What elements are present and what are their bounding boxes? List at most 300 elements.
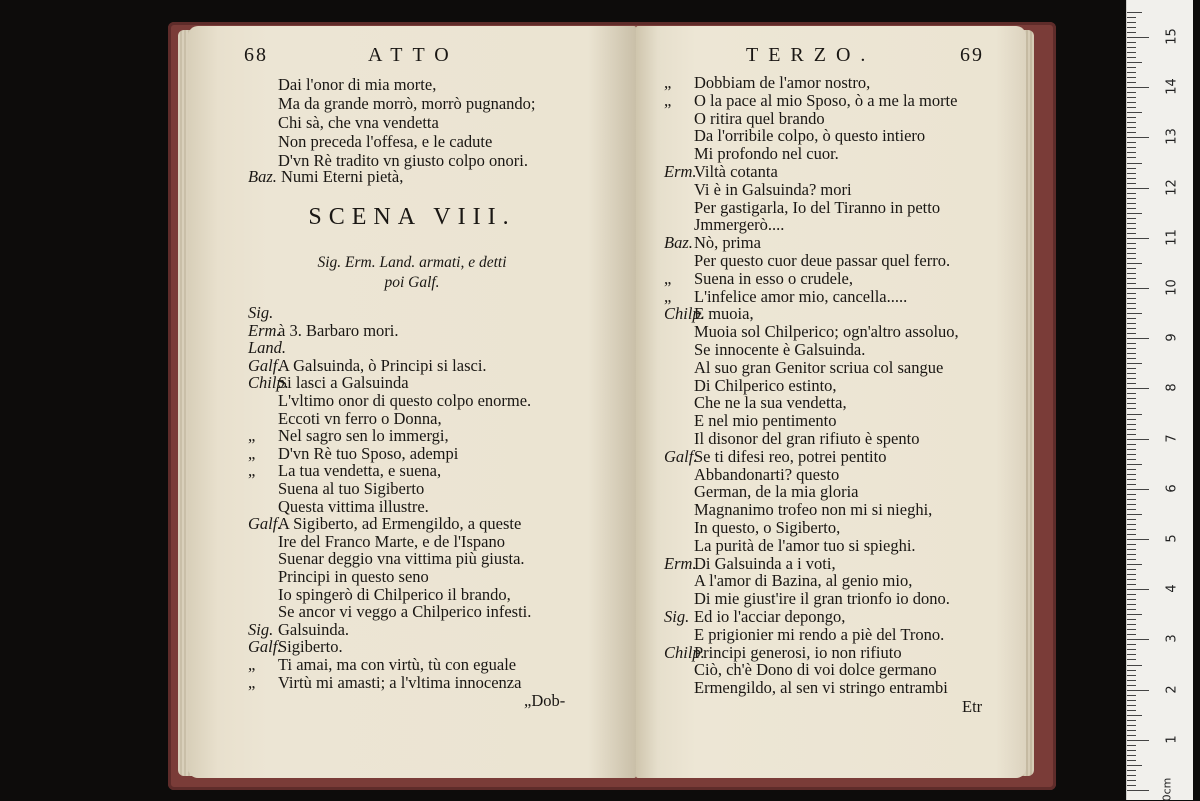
- verse-text: A Galsuinda, ò Principi si lasci.: [278, 355, 487, 375]
- ruler-tick: [1127, 258, 1136, 259]
- verse-line: [664, 359, 943, 377]
- ruler-tick: [1127, 32, 1136, 33]
- ruler-tick: [1127, 494, 1136, 495]
- verse-line: [248, 480, 424, 498]
- verse-text: L'vltimo onor di questo colpo enorme.: [278, 391, 532, 410]
- left-catchword: „Dob-: [524, 691, 566, 710]
- verse-line: [664, 341, 865, 359]
- ruler-tick: [1127, 358, 1136, 359]
- verse-text: Nò, prima: [694, 233, 761, 253]
- verse-line: [248, 603, 531, 621]
- ruler-tick: [1127, 584, 1136, 585]
- speaker: Erm.: [248, 320, 281, 340]
- scene-title: SCENA VIII.: [308, 204, 516, 230]
- ruler-tick: [1127, 785, 1136, 786]
- verse-line: [664, 501, 932, 519]
- ruler-tick: [1127, 745, 1136, 746]
- verse-line: [248, 445, 458, 463]
- ruler-tick: [1127, 328, 1136, 329]
- ruler-tick: [1127, 303, 1136, 304]
- verse-line: [248, 410, 442, 428]
- right-page-number: 69: [960, 44, 984, 66]
- speaker: „: [248, 426, 256, 446]
- verse-text: E prigionier mi rendo a piè del Trono.: [694, 624, 945, 644]
- verse-text: Ti amai, ma con virtù, tù con eguale: [278, 655, 517, 674]
- baz-line: [248, 168, 403, 186]
- verse-text: Di Galsuinda a i voti,: [694, 553, 836, 573]
- ruler-tick: [1127, 253, 1136, 254]
- stage-direction-2: poi Galf.: [384, 274, 440, 291]
- ruler-tick: [1127, 539, 1149, 540]
- verse-line: Chi sà, che vna vendetta: [278, 113, 439, 132]
- verse-line: [664, 394, 847, 412]
- ruler-tick: [1127, 594, 1136, 595]
- ruler-tick: [1127, 725, 1136, 726]
- verse-line: [248, 550, 525, 568]
- verse-line: [664, 127, 925, 145]
- speaker: „: [248, 461, 256, 481]
- ruler-tick: [1127, 479, 1136, 480]
- ruler-tick: [1127, 92, 1136, 93]
- ruler-tick: [1127, 168, 1136, 169]
- ruler-tick: [1127, 278, 1136, 279]
- ruler-tick: [1127, 665, 1142, 666]
- verse-line: [248, 638, 343, 656]
- ruler-tick: [1127, 72, 1136, 73]
- ruler-tick: [1127, 609, 1136, 610]
- ruler-tick: [1127, 273, 1136, 274]
- ruler-tick: [1127, 318, 1136, 319]
- ruler-tick: [1127, 117, 1136, 118]
- ruler-tick: [1127, 343, 1136, 344]
- ruler-tick: [1127, 238, 1149, 239]
- ruler-tick: [1127, 659, 1136, 660]
- speaker: „: [248, 655, 256, 674]
- ruler-tick: [1127, 564, 1142, 565]
- verse-text: Che ne la sua vendetta,: [694, 393, 847, 413]
- verse-text: Ciò, ch'è Dono di voi dolce germano: [694, 660, 937, 680]
- verse-text: Muoia sol Chilperico; ogn'altro assoluo,: [694, 322, 959, 342]
- verse-line: [664, 110, 825, 128]
- speaker: Erm.: [664, 162, 697, 181]
- ruler-tick: [1127, 353, 1136, 354]
- ruler-tick: [1127, 243, 1136, 244]
- ruler-tick: [1127, 649, 1136, 650]
- verse-line: [248, 357, 487, 375]
- right-catchword: Etr: [962, 697, 983, 716]
- ruler-tick: [1127, 373, 1136, 374]
- ruler-tick: [1127, 619, 1136, 620]
- ruler-tick: [1127, 22, 1136, 23]
- speaker: „: [664, 286, 672, 306]
- ruler-tick: [1127, 398, 1136, 399]
- ruler-tick: [1127, 765, 1142, 766]
- ruler-tick: [1127, 740, 1149, 741]
- ruler-tick: [1127, 715, 1142, 716]
- ruler-tick: [1127, 579, 1136, 580]
- verse-text: Magnanimo trofeo non mi si nieghi,: [694, 500, 933, 520]
- verse-text: Per questo cuor deue passar quel ferro.: [694, 251, 951, 270]
- ruler-tick: [1127, 62, 1142, 63]
- verse-line: [664, 626, 944, 644]
- ruler-tick: [1127, 760, 1136, 761]
- verse-line: [664, 572, 912, 590]
- ruler-tick: [1127, 775, 1136, 776]
- verse-line: [664, 377, 837, 395]
- ruler-tick: [1127, 509, 1136, 510]
- ruler-tick: [1127, 524, 1136, 525]
- ruler-tick: [1127, 449, 1136, 450]
- ruler-tick: [1127, 77, 1136, 78]
- speaker: „: [664, 268, 672, 288]
- speaker: Galf.: [248, 637, 282, 657]
- verse-text: Sigiberto.: [278, 637, 343, 657]
- verse-text: Se ti difesi reo, potrei pentito: [694, 446, 887, 466]
- speaker: Chilp.: [664, 642, 705, 662]
- ruler-tick: [1127, 218, 1136, 219]
- ruler-tick: [1127, 178, 1136, 179]
- right-running-header: TERZO.: [746, 44, 876, 66]
- left-page: [188, 26, 636, 778]
- verse-line: [664, 199, 940, 217]
- speaker: Sig.: [248, 303, 274, 322]
- ruler-tick: [1127, 700, 1136, 701]
- ruler-tick: [1127, 263, 1142, 264]
- ruler-label: 14: [1164, 78, 1180, 95]
- verse-text: D'vn Rè tuo Sposo, adempi: [278, 443, 459, 463]
- ruler-tick: [1127, 17, 1136, 18]
- verse-line: Dai l'onor di mia morte,: [278, 75, 437, 94]
- ruler-tick: [1127, 559, 1136, 560]
- speaker: Land.: [248, 338, 287, 358]
- ruler-tick: [1127, 223, 1136, 224]
- ruler-label: 4: [1164, 584, 1180, 593]
- left-running-header: ATTO: [368, 44, 459, 66]
- ruler-tick: [1127, 283, 1136, 284]
- verse-text: Suena in esso o crudele,: [694, 268, 853, 288]
- ruler-tick: [1127, 27, 1136, 28]
- ruler-tick: [1127, 484, 1136, 485]
- ruler-tick: [1127, 424, 1136, 425]
- ruler-tick: [1127, 434, 1136, 435]
- ruler-tick: [1127, 333, 1136, 334]
- verse-line: [248, 304, 278, 322]
- speaker: „: [664, 90, 672, 110]
- ruler-tick: [1127, 87, 1149, 88]
- ruler-tick: [1127, 298, 1136, 299]
- ruler-tick: [1127, 514, 1142, 515]
- verse-line: [664, 590, 950, 608]
- ruler-tick: [1127, 42, 1136, 43]
- ruler-tick: [1127, 685, 1136, 686]
- ruler-tick: [1127, 720, 1136, 721]
- ruler-tick: [1127, 112, 1142, 113]
- ruler-tick: [1127, 37, 1149, 38]
- verse-text: Mi profondo nel cuor.: [694, 144, 839, 164]
- ruler-tick: [1127, 589, 1149, 590]
- ruler-tick: [1127, 147, 1136, 148]
- ruler-tick: [1127, 604, 1136, 605]
- verse-line: [664, 448, 886, 466]
- verse-text: Di Chilperico estinto,: [694, 375, 837, 395]
- verse-line: [664, 216, 784, 234]
- ruler-tick: [1127, 750, 1136, 751]
- verse-line: [664, 252, 950, 270]
- ruler-tick: [1127, 157, 1136, 158]
- verse-line: [664, 288, 907, 306]
- verse-line: [664, 555, 836, 573]
- verse-line: [664, 74, 870, 92]
- verse-text: Al suo gran Genitor scriua col sangue: [694, 357, 944, 377]
- ruler-tick: [1127, 624, 1136, 625]
- ruler-label: 12: [1164, 178, 1180, 196]
- ruler-tick: [1127, 489, 1149, 490]
- ruler-tick: [1127, 132, 1136, 133]
- verse-line: [248, 322, 399, 340]
- verse-text: L'infelice amor mio, cancella.....: [694, 286, 908, 306]
- speaker: Galf.: [248, 514, 282, 534]
- ruler-tick: [1127, 705, 1136, 706]
- speaker: Chilp.: [248, 373, 289, 393]
- ruler-tick: [1127, 142, 1136, 143]
- speaker: „: [248, 672, 256, 692]
- ruler-tick: [1127, 293, 1136, 294]
- verse-text: E nel mio pentimento: [694, 411, 837, 431]
- verse-text: Vi è in Galsuinda? mori: [694, 179, 852, 199]
- ruler-label: 8: [1164, 383, 1180, 393]
- verse-line: [248, 427, 449, 445]
- speaker: Baz.: [248, 167, 277, 186]
- ruler-tick: [1127, 313, 1142, 314]
- verse-line: [664, 608, 845, 626]
- ruler-tick: [1127, 368, 1136, 369]
- speaker: „: [664, 73, 672, 92]
- ruler-tick: [1127, 408, 1136, 409]
- verse-text: Ermengildo, al sen vi stringo entrambi: [694, 678, 948, 698]
- verse-line: [248, 674, 521, 692]
- verse-line: [664, 181, 852, 199]
- verse-line: [664, 412, 837, 430]
- verse-line: [664, 661, 937, 679]
- verse-line: [248, 338, 287, 358]
- verse-text: Di mie giust'ire il gran trionfo io dono.: [694, 589, 950, 609]
- ruler-tick: [1127, 444, 1136, 445]
- verse-line: [664, 537, 916, 555]
- ruler-tick: [1127, 474, 1136, 475]
- ruler-tick: [1127, 690, 1149, 691]
- speaker: Sig.: [248, 619, 274, 639]
- speaker: Erm.: [664, 553, 697, 573]
- verse-line: [664, 145, 839, 163]
- ruler-tick: [1127, 730, 1136, 731]
- ruler-tick: [1127, 152, 1136, 153]
- ruler-tick: [1127, 454, 1136, 455]
- ruler-tick: [1127, 388, 1149, 389]
- verse-text: Io spingerò di Chilperico il brando,: [278, 584, 511, 604]
- ruler-tick: [1127, 629, 1136, 630]
- speaker: Chilp.: [664, 304, 705, 324]
- verse-text: A Sigiberto, ad Ermengildo, a queste: [278, 514, 522, 534]
- ruler-tick: [1127, 198, 1136, 199]
- verse-text: Suenar deggio vna vittima più giusta.: [278, 549, 525, 569]
- verse-text: Da l'orribile colpo, ò questo intiero: [694, 126, 926, 146]
- ruler-tick: [1127, 464, 1142, 465]
- ruler-tick: [1127, 193, 1136, 194]
- ruler-label: 1: [1164, 735, 1180, 744]
- verse-line: Ma da grande morrò, morrò pugnando;: [278, 94, 536, 113]
- verse-text: E muoia,: [694, 304, 754, 324]
- ruler-tick: [1127, 308, 1136, 309]
- ruler-label: 15: [1164, 28, 1180, 45]
- ruler-tick: [1127, 569, 1136, 570]
- left-page-number: 68: [244, 44, 268, 66]
- ruler-tick: [1127, 122, 1136, 123]
- verse-text: In questo, o Sigiberto,: [694, 518, 841, 537]
- verse-line: [248, 462, 441, 480]
- ruler-tick: [1127, 12, 1142, 13]
- ruler-tick: [1127, 268, 1136, 269]
- verse-line: [664, 519, 840, 537]
- ruler-tick: [1127, 188, 1149, 189]
- ruler-tick: [1127, 183, 1136, 184]
- verse-text: Principi generosi, io non rifiuto: [694, 642, 902, 662]
- verse-line: [248, 621, 349, 639]
- ruler-tick: [1127, 393, 1136, 394]
- speaker: Galf.: [248, 355, 282, 375]
- verse-text: Nel sagro sen lo immergi,: [278, 426, 449, 446]
- ruler-tick: [1127, 403, 1136, 404]
- ruler-tick: [1127, 675, 1136, 676]
- verse-text: Jmmergerò....: [694, 215, 785, 235]
- ruler-tick: [1127, 710, 1136, 711]
- verse-text: O la pace al mio Sposo, ò a me la morte: [694, 90, 958, 110]
- ruler-label: 13: [1164, 128, 1180, 146]
- verse-line: [248, 656, 516, 674]
- verse-line: [248, 533, 505, 551]
- ruler-label: 11: [1164, 229, 1180, 246]
- ruler-tick: [1127, 82, 1136, 83]
- ruler-tick: [1127, 499, 1136, 500]
- verse-text: Numi Eterni pietà,: [281, 167, 404, 186]
- verse-line: [664, 430, 919, 448]
- ruler-tick: [1127, 203, 1136, 204]
- ruler-tick: [1127, 519, 1136, 520]
- verse-line: [664, 644, 902, 662]
- ruler-label: 3: [1164, 634, 1180, 644]
- verse-line: [664, 483, 858, 501]
- ruler-tick: [1127, 163, 1142, 164]
- verse-line: [664, 92, 957, 110]
- verse-text: Principi in questo seno: [278, 567, 429, 586]
- ruler-label: 6: [1164, 484, 1180, 493]
- verse-text: Se ancor vi veggo a Chilperico infesti.: [278, 602, 532, 622]
- ruler-tick: [1127, 107, 1136, 108]
- ruler-tick: [1127, 534, 1136, 535]
- verse-line: D'vn Rè tradito vn giusto colpo onori.: [278, 151, 528, 170]
- ruler-tick: [1127, 644, 1136, 645]
- ruler-tick: [1127, 348, 1136, 349]
- verse-line: [248, 515, 521, 533]
- ruler-tick: [1127, 780, 1136, 781]
- speaker: Galf.: [664, 446, 698, 466]
- verse-text: German, de la mia gloria: [694, 482, 859, 502]
- verse-text: O ritira quel brando: [694, 108, 825, 128]
- verse-text: Questa vittima illustre.: [278, 496, 429, 516]
- verse-text: La tua vendetta, e suena,: [278, 461, 442, 481]
- ruler-tick: [1127, 439, 1149, 440]
- ruler-tick: [1127, 383, 1136, 384]
- verse-line: [664, 679, 948, 697]
- verse-text: La purità de l'amor tuo si spieghi.: [694, 535, 916, 555]
- ruler-tick: [1127, 574, 1136, 575]
- ruler-tick: [1127, 654, 1136, 655]
- ruler-tick: [1127, 529, 1136, 530]
- verse-text: Eccoti vn ferro o Donna,: [278, 408, 442, 428]
- ruler-tick: [1127, 469, 1136, 470]
- ruler-tick: [1127, 338, 1149, 339]
- verse-text: Per gastigarla, Io del Tiranno in petto: [694, 197, 941, 217]
- ruler-tick: [1127, 735, 1136, 736]
- ruler-tick: [1127, 208, 1136, 209]
- verse-text: Abbandonarti? questo: [694, 464, 840, 484]
- ruler-tick: [1127, 790, 1149, 791]
- ruler-tick: [1127, 429, 1136, 430]
- ruler-tick: [1127, 670, 1136, 671]
- measuring-ruler: [1126, 0, 1193, 800]
- verse-text: Viltà cotanta: [694, 162, 778, 181]
- ruler-tick: [1127, 323, 1136, 324]
- verse-line: [664, 323, 959, 341]
- ruler-tick: [1127, 504, 1136, 505]
- verse-line: [248, 586, 511, 604]
- ruler-label: 9: [1164, 333, 1180, 342]
- ruler-tick: [1127, 228, 1136, 229]
- ruler-tick: [1127, 680, 1136, 681]
- verse-line: [248, 568, 429, 586]
- ruler-tick: [1127, 213, 1142, 214]
- ruler-tick: [1127, 173, 1136, 174]
- verse-text: Dobbiam de l'amor nostro,: [694, 73, 871, 92]
- verse-text: Suena al tuo Sigiberto: [278, 479, 425, 498]
- speaker: Sig.: [664, 607, 690, 626]
- ruler-tick: [1127, 137, 1149, 138]
- verse-text: Si lasci a Galsuinda: [278, 373, 409, 393]
- verse-line: [248, 498, 429, 516]
- right-page: [636, 26, 1026, 778]
- speaker: Baz.: [664, 233, 693, 253]
- ruler-tick: [1127, 599, 1136, 600]
- ruler-tick: [1127, 770, 1136, 771]
- verse-text: Virtù mi amasti; a l'vltima innocenza: [278, 672, 522, 692]
- ruler-tick: [1127, 755, 1136, 756]
- ruler-tick: [1127, 57, 1136, 58]
- ruler-tick: [1127, 639, 1149, 640]
- ruler-tick: [1127, 634, 1136, 635]
- verse-line: [664, 163, 778, 181]
- ruler-unit: 0cm: [1160, 777, 1174, 801]
- ruler-tick: [1127, 97, 1136, 98]
- verse-text: Se innocente è Galsuinda.: [694, 340, 866, 359]
- ruler-tick: [1127, 378, 1136, 379]
- ruler-tick: [1127, 554, 1136, 555]
- speaker: „: [248, 443, 256, 463]
- ruler-tick: [1127, 248, 1136, 249]
- verse-text: Ed io l'acciar depongo,: [694, 607, 846, 626]
- verse-line: [248, 374, 409, 392]
- verse-line: [664, 270, 853, 288]
- ruler-tick: [1127, 67, 1136, 68]
- verse-line: Non preceda l'offesa, e le cadute: [278, 132, 493, 151]
